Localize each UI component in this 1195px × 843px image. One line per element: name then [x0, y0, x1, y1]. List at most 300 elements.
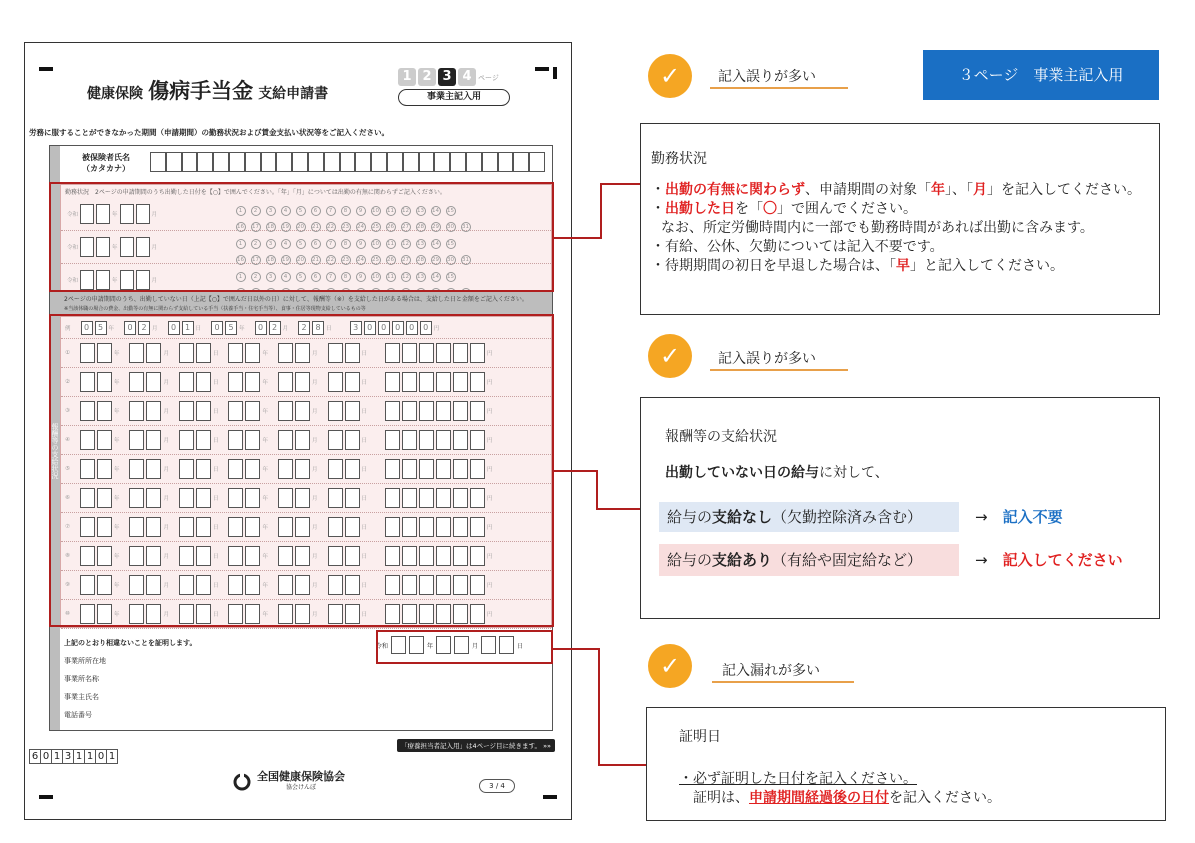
callout-label: 記入誤りが多い [718, 351, 816, 367]
day-circle: 24 [357, 224, 364, 230]
unit-label: 年 [262, 409, 268, 415]
unit-label: 年 [113, 496, 120, 502]
arrow-icon: → [975, 508, 988, 526]
unit-label: 日 [361, 525, 368, 531]
name-char-cell[interactable] [197, 152, 213, 172]
work-line-4: ・有給、公休、欠勤については記入不要です。 [651, 239, 944, 255]
pay-status-box [640, 397, 1160, 619]
day-circle: 6 [311, 239, 321, 249]
unit-label: 年 [113, 525, 120, 531]
name-label-block [64, 152, 148, 178]
day-circle: 7 [326, 272, 336, 282]
emph: 支給なし [712, 508, 773, 526]
day-circle: 11 [387, 274, 394, 280]
unit-label: 月 [312, 583, 318, 589]
amount-cell[interactable]: 0 [406, 321, 418, 335]
day-circle: 23 [342, 257, 349, 263]
code-digit: 6 [29, 749, 41, 764]
name-char-cell[interactable] [387, 152, 403, 172]
name-char-cell[interactable] [529, 152, 545, 172]
kyokai-logo [233, 771, 345, 793]
day-circle: 24 [357, 257, 364, 263]
unit-label: 日 [361, 496, 368, 502]
day-circle: 25 [372, 224, 379, 230]
year-unit: 年 [112, 212, 118, 218]
unit-label: 円 [487, 612, 493, 618]
unit-label: 円 [487, 351, 493, 357]
name-char-cell[interactable] [308, 152, 324, 172]
unit-label: 日 [212, 612, 219, 618]
emph: 申請期間経過後の日付 [749, 790, 889, 806]
amount-cell[interactable]: 0 [364, 321, 376, 335]
text: 給与の [667, 551, 713, 569]
badge-text: ３ページ 事業主記入用 [958, 66, 1124, 84]
emph: 〇 [763, 201, 777, 217]
unit-label: 円 [487, 380, 493, 386]
cert-field: 電話番号 [64, 711, 92, 719]
callout-underline [710, 369, 848, 371]
day-circle: 1 [236, 272, 246, 282]
pay-result [975, 544, 1123, 576]
emph: 支給あり [712, 551, 773, 569]
name-char-cell[interactable] [466, 152, 482, 172]
title-main: 傷病手当金 [148, 79, 254, 103]
unit-label: 日 [212, 467, 219, 473]
day-circle: 27 [402, 257, 409, 263]
day-circle: 3 [266, 272, 276, 282]
work-line-2 [651, 200, 1149, 219]
amount-cell[interactable]: 2 [138, 321, 150, 335]
month-unit: 月 [151, 245, 158, 251]
connector-line [596, 470, 598, 510]
name-char-cell[interactable] [229, 152, 245, 172]
amount-cell[interactable]: 5 [95, 321, 107, 335]
era-label: 令和 [67, 212, 79, 218]
chevrons-icon: »» [543, 742, 552, 750]
row-mark: ⑦ [65, 524, 70, 530]
unit-label: 年 [262, 380, 268, 386]
cert-block [64, 634, 196, 724]
box-title: 証明日 [679, 729, 721, 745]
text: 給与の [667, 508, 713, 526]
cert-date-box [646, 707, 1166, 821]
unit-label: 月 [163, 380, 169, 386]
form-title [87, 75, 328, 105]
year-unit: 年 [427, 642, 434, 650]
code-digit: 1 [84, 749, 96, 764]
unit-label: 月 [163, 583, 169, 589]
era-label: 令和 [67, 245, 79, 251]
page-box: 1 [398, 68, 416, 86]
name-label: 被保険者氏名 [82, 153, 130, 162]
day-circle: 7 [326, 239, 336, 249]
amount-cell[interactable]: 2 [269, 321, 281, 335]
day-circle: 18 [267, 224, 274, 230]
logo-name: 全国健康保険協会 [257, 770, 345, 783]
name-char-cell[interactable] [403, 152, 419, 172]
day-circle: 14 [432, 241, 439, 247]
connector-line [553, 648, 600, 650]
day-circle: 19 [282, 224, 289, 230]
row-mark: ⑨ [65, 582, 70, 588]
row-mark: ③ [65, 408, 70, 414]
amount-cell[interactable]: 0 [420, 321, 432, 335]
emph: 出勤した日 [665, 201, 735, 217]
era-label: 令和 [67, 278, 79, 284]
name-char-cell[interactable] [513, 152, 529, 172]
code-digit: 0 [95, 749, 107, 764]
unit-label: 年 [262, 554, 268, 560]
name-char-cell[interactable] [276, 152, 292, 172]
row-mark: ② [65, 379, 70, 385]
title-suffix: 支給申請書 [258, 86, 329, 102]
text: （欠勤控除済み含む） [772, 508, 923, 526]
day-circle: 22 [327, 224, 334, 230]
unit-label: 年 [113, 612, 120, 618]
side-label: 報酬等の支給状況 [51, 423, 59, 479]
cert-text: 上記のとおり相違ないことを証明します。 [64, 639, 197, 647]
name-sub: （カタカナ） [82, 164, 130, 173]
unit-label: 円 [487, 554, 493, 560]
amount-cell[interactable]: 0 [255, 321, 267, 335]
name-char-cell[interactable] [355, 152, 371, 172]
text: （有給や固定給など） [772, 551, 923, 569]
unit-label: 月 [312, 380, 318, 386]
check-icon: ✓ [648, 644, 692, 688]
day-circle: 18 [267, 257, 274, 263]
day-circle: 20 [297, 224, 304, 230]
day-circle: 15 [447, 208, 454, 214]
text: を記入ください。 [889, 790, 1001, 806]
unit-label: 年 [262, 351, 268, 357]
unit-label: 月 [312, 554, 318, 560]
pay-line-1 [665, 464, 889, 483]
day-circle: 8 [341, 206, 351, 216]
unit-label: 日 [212, 554, 219, 560]
day-circle: 2 [251, 272, 261, 282]
day-circle: 16 [237, 257, 244, 263]
day-circle: 31 [462, 224, 469, 230]
unit-label: 年 [262, 612, 268, 618]
row-mark: ⑧ [65, 553, 70, 559]
day-circle: 15 [447, 274, 454, 280]
unit-label: 年 [108, 325, 115, 332]
code-digit: 3 [62, 749, 74, 764]
cert-field: 事業所所在地 [64, 657, 106, 665]
box-title: 勤務状況 [651, 151, 707, 167]
code-digit: 1 [51, 749, 63, 764]
day-circle: 2 [251, 206, 261, 216]
form-code [29, 749, 117, 764]
row-mark: ④ [65, 437, 70, 443]
cert-field: 事業所名称 [64, 675, 99, 683]
pay-note: ※当該休職の場合の費金、出勤等の有無に関わらず支給している手当（扶養手当・住宅手当等）、食事・住居等現物支給しているもの等 [64, 306, 366, 312]
page-box: 2 [418, 68, 436, 86]
day-circle: 17 [252, 257, 259, 263]
name-input-cells[interactable] [150, 152, 545, 172]
name-char-cell[interactable] [166, 152, 182, 172]
unit-label: 年 [262, 525, 268, 531]
code-digit: 1 [73, 749, 85, 764]
result-red: 記入してください [1002, 551, 1123, 569]
highlight-work-status [49, 182, 554, 292]
amount-cell[interactable]: 0 [124, 321, 136, 335]
work-line-3: なお、所定労働時間内に一部でも勤務時間があれば出勤に含みます。 [661, 220, 1094, 236]
amount-cell[interactable]: 0 [392, 321, 404, 335]
name-char-cell[interactable] [371, 152, 387, 172]
unit-label: 日 [361, 467, 368, 473]
unit-label: 月 [152, 325, 158, 332]
day-circle: 11 [387, 208, 394, 214]
name-char-cell[interactable] [245, 152, 261, 172]
unit-label: 日 [361, 351, 368, 357]
day-circle: 1 [236, 206, 246, 216]
day-circle: 29 [432, 257, 439, 263]
amount-cell[interactable]: 2 [298, 321, 310, 335]
unit-label: 月 [312, 438, 318, 444]
era-label: 令和 [376, 642, 389, 650]
corner-mark [535, 67, 549, 71]
day-circle: 10 [372, 274, 379, 280]
name-char-cell[interactable] [292, 152, 308, 172]
kyokai-logo-icon [233, 773, 251, 791]
name-char-cell[interactable] [419, 152, 435, 172]
amount-cell[interactable]: 8 [312, 321, 324, 335]
unit-label: 月 [163, 612, 169, 618]
highlight-pay-status [49, 314, 554, 627]
day-circle: 12 [402, 274, 409, 280]
day-circle: 20 [297, 257, 304, 263]
name-char-cell[interactable] [434, 152, 450, 172]
unit-label: 円 [487, 496, 493, 502]
unit-label: 年 [262, 467, 268, 473]
unit-label: 円 [487, 525, 493, 531]
logo-sub: 協会けんぽ [285, 784, 316, 791]
name-char-cell[interactable] [324, 152, 340, 172]
day-circle: 4 [281, 239, 291, 249]
unit-label: 月 [163, 496, 169, 502]
connector-line [596, 508, 640, 510]
day-circle: 30 [447, 257, 454, 263]
day-circle: 13 [417, 208, 424, 214]
unit-label: 日 [212, 351, 219, 357]
bullet: ・ [651, 182, 665, 198]
connector-line [554, 470, 598, 472]
cert-line-1: ・必ず証明した日付を記入ください。 [679, 771, 917, 787]
unit-label: 日 [212, 525, 219, 531]
day-circle: 15 [447, 241, 454, 247]
day-circle: 2 [251, 239, 261, 249]
unit-label: 日 [212, 438, 219, 444]
employer-badge [923, 50, 1159, 100]
unit-label: 円 [487, 409, 493, 415]
day-circle: 8 [341, 272, 351, 282]
page-box-current: 3 [438, 68, 456, 86]
arrow-icon: → [975, 551, 988, 569]
name-char-cell[interactable] [498, 152, 514, 172]
name-char-cell[interactable] [450, 152, 466, 172]
employer-pill: 事業主記入用 [398, 89, 510, 106]
amount-cell[interactable]: 0 [168, 321, 180, 335]
unit-label: 月 [163, 438, 169, 444]
day-circle: 4 [281, 272, 291, 282]
box-title: 報酬等の支給状況 [665, 429, 777, 445]
callout-underline [710, 87, 848, 89]
corner-mark [553, 67, 557, 79]
day-circle: 9 [356, 239, 366, 249]
day-circle: 12 [402, 241, 409, 247]
day-circle: 28 [417, 224, 424, 230]
unit-label: 年 [239, 325, 245, 332]
day-circle: 21 [312, 257, 319, 263]
day-circle: 13 [417, 274, 424, 280]
year-unit: 年 [112, 245, 118, 251]
day-circle: 3 [266, 206, 276, 216]
day-circle: 30 [447, 224, 454, 230]
month-unit: 月 [472, 642, 479, 650]
day-circle: 21 [312, 224, 319, 230]
day-circle: 8 [341, 239, 351, 249]
unit-label: 年 [113, 409, 120, 415]
unit-label: 月 [163, 525, 169, 531]
amount-cell[interactable]: 0 [211, 321, 223, 335]
example-label: 例 [65, 325, 71, 332]
unit-label: 日 [361, 612, 368, 618]
connector-line [600, 183, 640, 185]
day-circle: 10 [372, 241, 379, 247]
unit-label: 日 [212, 409, 219, 415]
emph: 出勤の有無に関わらず [665, 182, 805, 198]
day-circle: 1 [236, 239, 246, 249]
day-circle: 26 [387, 257, 394, 263]
row-mark: ⑥ [65, 495, 70, 501]
day-circle: 9 [356, 206, 366, 216]
year-unit: 年 [112, 278, 118, 284]
day-circle: 22 [327, 257, 334, 263]
unit-label: 日 [326, 325, 332, 332]
unit-label: 月 [163, 409, 169, 415]
work-line-1 [651, 181, 1149, 200]
row-mark: ⑤ [65, 466, 70, 472]
page-unit: ページ [478, 74, 499, 82]
name-char-cell[interactable] [261, 152, 277, 172]
day-circle: 6 [311, 272, 321, 282]
day-circle: 14 [432, 208, 439, 214]
callout-label: 記入漏れが多い [722, 663, 820, 679]
unit-label: 日 [361, 438, 368, 444]
work-status-box [640, 123, 1160, 315]
check-icon: ✓ [648, 54, 692, 98]
work-header: 勤務状況 2ページの申請期間のうち出勤した日付を【○】で囲んでください。「年」「月」については出勤の有無に関わらずご記入ください。 [65, 189, 446, 196]
amount-cell[interactable]: 5 [225, 321, 237, 335]
text: 、申請期間の対象「 [805, 182, 931, 198]
highlight-cert-date [376, 630, 553, 664]
day-circle: 17 [252, 224, 259, 230]
day-circle: 27 [402, 224, 409, 230]
unit-label: 年 [113, 467, 120, 473]
unit-label: 月 [312, 525, 318, 531]
text: 」で囲んでください。 [777, 201, 917, 217]
unit-label: 年 [113, 380, 120, 386]
day-circle: 31 [462, 257, 469, 263]
day-circle: 16 [237, 224, 244, 230]
next-note-text: 「療養担当者記入用」は4ページ目に続きます。 [401, 742, 541, 750]
unit-label: 年 [113, 438, 120, 444]
day-circle: 7 [326, 206, 336, 216]
day-circle: 5 [296, 206, 306, 216]
unit-label: 日 [361, 380, 368, 386]
day-circle: 26 [387, 224, 394, 230]
unit-label: 月 [163, 554, 169, 560]
month-unit: 月 [151, 278, 158, 284]
month-unit: 月 [151, 212, 158, 218]
name-char-cell[interactable] [213, 152, 229, 172]
text: 」、「 [945, 182, 973, 198]
unit-label: 年 [262, 583, 268, 589]
unit-label: 日 [361, 554, 368, 560]
unit-label: 年 [113, 583, 120, 589]
day-circle: 28 [417, 257, 424, 263]
corner-mark [39, 67, 53, 71]
connector-line [600, 183, 602, 239]
amount-cell[interactable]: 0 [81, 321, 93, 335]
day-circle: 6 [311, 206, 321, 216]
unit-label: 年 [113, 351, 120, 357]
day-circle: 9 [356, 272, 366, 282]
work-line-5 [651, 257, 1149, 276]
no-pay-row [659, 502, 959, 532]
page-indicator [398, 65, 499, 86]
amount-cell[interactable]: 3 [350, 321, 362, 335]
no-pay-result [975, 502, 1063, 532]
emph: 月 [973, 182, 987, 198]
day-circle: 12 [402, 208, 409, 214]
result-blue: 記入不要 [1002, 508, 1063, 526]
form-instruction: 労務に服することができなかった期間（申請期間）の勤務状況および賃金支払い状況等をご記入ください。 [29, 128, 389, 137]
name-char-cell[interactable] [482, 152, 498, 172]
day-circle: 3 [266, 239, 276, 249]
day-circle: 10 [372, 208, 379, 214]
day-circle: 29 [432, 224, 439, 230]
name-char-cell[interactable] [340, 152, 356, 172]
day-circle: 5 [296, 272, 306, 282]
callout-label: 記入誤りが多い [718, 69, 816, 85]
unit-label: 月 [312, 351, 318, 357]
amount-cell[interactable]: 0 [378, 321, 390, 335]
bullet: ・ [651, 201, 665, 217]
day-circle: 4 [281, 206, 291, 216]
name-char-cell[interactable] [150, 152, 166, 172]
unit-label: 日 [195, 325, 202, 332]
amount-cell[interactable]: 1 [182, 321, 194, 335]
emph: 年 [931, 182, 945, 198]
unit-label: 円 [487, 438, 493, 444]
check-icon: ✓ [648, 334, 692, 378]
unit-label: 月 [312, 467, 318, 473]
name-char-cell[interactable] [182, 152, 198, 172]
day-circle: 13 [417, 241, 424, 247]
page-number: 3 / 4 [479, 779, 515, 793]
connector-line [598, 764, 646, 766]
unit-label: 円 [487, 583, 493, 589]
day-circle: 5 [296, 239, 306, 249]
connector-line [554, 237, 602, 239]
connector-line [598, 648, 600, 766]
unit-label: 月 [312, 612, 318, 618]
day-circle: 23 [342, 224, 349, 230]
unit-label: 月 [163, 351, 169, 357]
unit-label: 年 [113, 554, 120, 560]
